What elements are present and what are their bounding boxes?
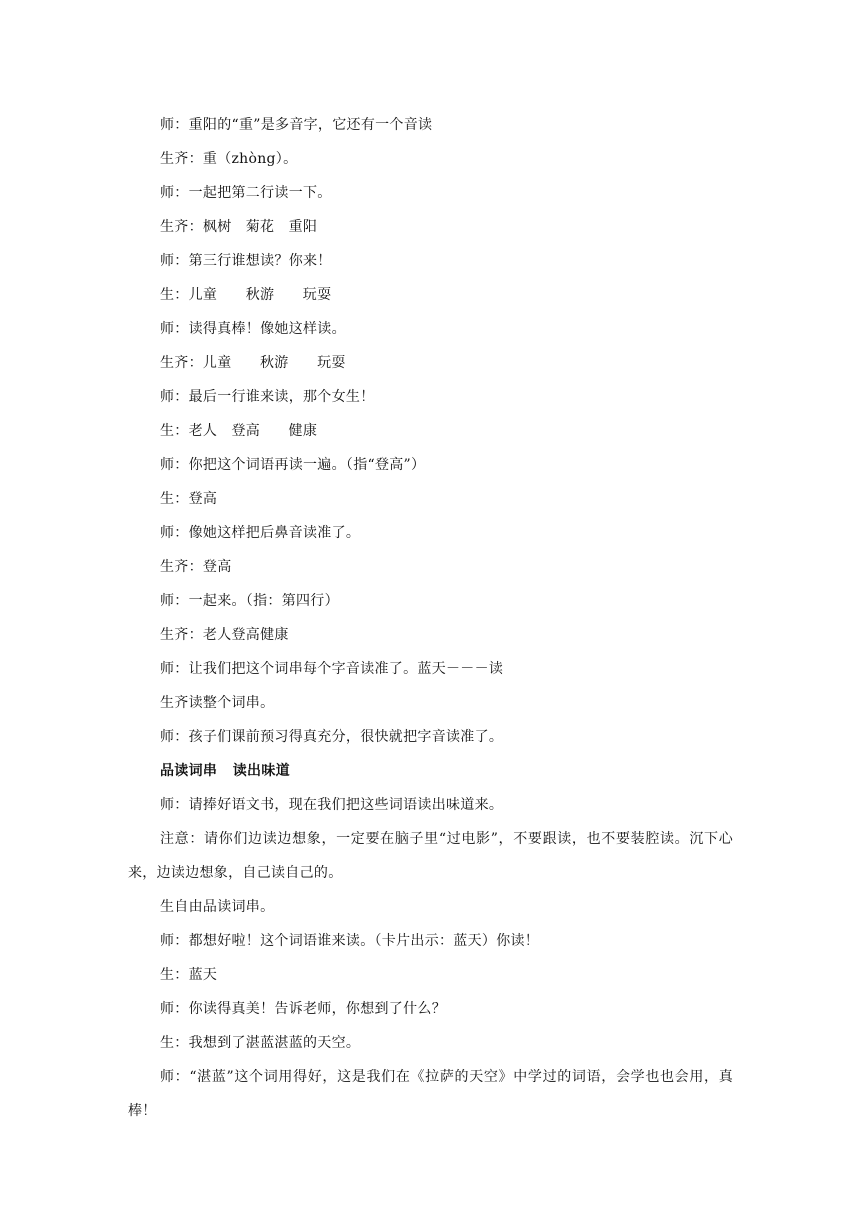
paragraph: 师：像她这样把后鼻音读准了。 bbox=[160, 525, 361, 541]
section-heading: 品读词串 读出味道 bbox=[160, 763, 290, 779]
paragraph: 生齐：老人登高健康 bbox=[160, 627, 289, 643]
paragraph: 生自由品读词串。 bbox=[160, 899, 275, 915]
paragraph: 师：重阳的“重”是多音字，它还有一个音读 bbox=[160, 117, 433, 133]
paragraph: 师：读得真棒！像她这样读。 bbox=[160, 321, 346, 337]
paragraph: 师：都想好啦！这个词语谁来读。（卡片出示：蓝天）你读！ bbox=[160, 933, 540, 949]
paragraph: 生齐：登高 bbox=[160, 559, 232, 575]
paragraph: 师：孩子们课前预习得真充分，很快就把字音读准了。 bbox=[160, 729, 504, 745]
paragraph: 师：让我们把这个词串每个字音读准了。蓝天－－－读 bbox=[160, 661, 504, 677]
paragraph: 生齐：儿童 秋游 玩耍 bbox=[160, 355, 346, 371]
paragraph: 生：老人 登高 健康 bbox=[160, 423, 318, 439]
paragraph: 注意：请你们边读边想象，一定要在脑子里“过电影”，不要跟读，也不要装腔读。沉下心来，边读边想象，自己读自己的。 bbox=[128, 831, 733, 881]
paragraph: 师：请捧好语文书，现在我们把这些词语读出味道来。 bbox=[160, 797, 504, 813]
paragraph: 师：最后一行谁来读，那个女生！ bbox=[160, 389, 375, 405]
paragraph: 生齐：枫树 菊花 重阳 bbox=[160, 219, 318, 235]
paragraph: 师：“湛蓝”这个词用得好，这是我们在《拉萨的天空》中学过的词语，会学也也会用，真棒！ bbox=[128, 1069, 733, 1119]
paragraph: 师：第三行谁想读？你来！ bbox=[160, 253, 332, 269]
paragraph: 师：一起来。（指：第四行） bbox=[160, 593, 339, 609]
document-body bbox=[128, 108, 733, 1128]
paragraph: 师：一起把第二行读一下。 bbox=[160, 185, 332, 201]
paragraph: 生：儿童 秋游 玩耍 bbox=[160, 287, 332, 303]
paragraph: 生：蓝天 bbox=[160, 967, 218, 983]
paragraph: 生：我想到了湛蓝湛蓝的天空。 bbox=[160, 1035, 361, 1051]
paragraph: 生齐读整个词串。 bbox=[160, 695, 275, 711]
paragraph: 生齐：重（zhòng）。 bbox=[160, 151, 298, 167]
paragraph: 生：登高 bbox=[160, 491, 218, 507]
paragraph: 师：你读得真美！告诉老师，你想到了什么？ bbox=[160, 1001, 446, 1017]
paragraph: 师：你把这个词语再读一遍。（指“登高”） bbox=[160, 457, 426, 473]
